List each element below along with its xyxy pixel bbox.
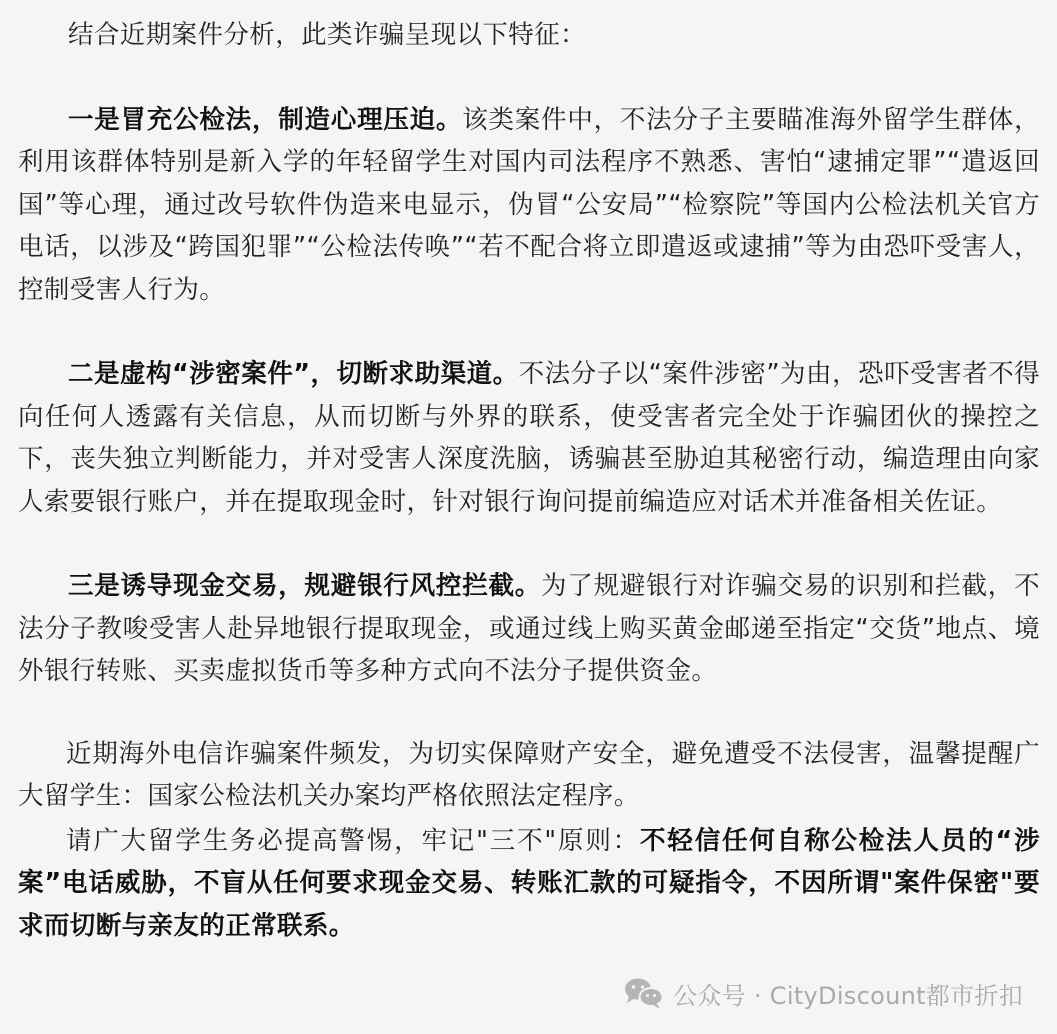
feature-body-1: 该类案件中，不法分子主要瞄准海外留学生群体，利用该群体特别是新入学的年轻留学生对国内司法程序不熟悉、害怕“逮捕定罪”“遣返回国”等心理，通过改号软件伪造来电显示，伪冒“公安局”“检察院”等国内公检法机关官方电话，以涉及“跨国犯罪”“公检法传唤”“若不配合将立即遣返或逮捕”等为由恐吓受害人，控制受害人行为。 [18,104,1040,305]
feature-paragraph-2 [18,353,1040,523]
wechat-icon [623,976,665,1010]
feature-paragraph-3 [18,565,1040,693]
intro-paragraph: 结合近期案件分析，此类诈骗呈现以下特征： [68,20,587,50]
three-no-rules: 不轻信任何自称公检法人员的“涉案”电话威胁，不盲从任何要求现金交易、转账汇款的可疑指令，不因所谓"案件保密"要求而切断与亲友的正常联系。 [18,825,1041,941]
feature-lead-1: 一是冒充公检法，制造心理压迫。 [68,104,463,135]
watermark-text: 公众号 · CityDiscount都市折扣 [673,981,1023,1010]
feature-lead-3: 三是诱导现金交易，规避银行风控拦截。 [68,571,542,601]
three-no-principle-paragraph [18,820,1040,948]
wechat-watermark [623,975,1023,1011]
reminder-paragraph: 近期海外电信诈骗案件频发，为切实保障财产安全，避免遭受不法侵害，温馨提醒广大留学生：国家公检法机关办案均严格依照法定程序。 [18,738,1040,811]
feature-paragraph-1 [18,99,1040,312]
feature-lead-2: 二是虚构“涉密案件”，切断求助渠道。 [68,359,519,389]
feature-body-2: 不法分子以“案件涉密”为由，恐吓受害者不得向任何人透露有关信息，从而切断与外界的联系，使受害者完全处于诈骗团伙的操控之下，丧失独立判断能力，并对受害人深度洗脑，诱骗甚至胁迫其秘密行动，编造理由向家人索要银行账户，并在提取现金时，针对银行询问提前编造应对话术并准备相关佐证。 [18,359,1040,517]
feature-body-3: 为了规避银行对诈骗交易的识别和拦截，不法分子教唆受害人赴异地银行提取现金，或通过线上购买黄金邮递至指定“交货”地点、境外银行转账、买卖虚拟货币等多种方式向不法分子提供资金。 [18,571,1040,686]
article-body [18,14,1040,947]
three-no-intro: 请广大留学生务必提高警惕，牢记"三不"原则： [66,825,641,856]
